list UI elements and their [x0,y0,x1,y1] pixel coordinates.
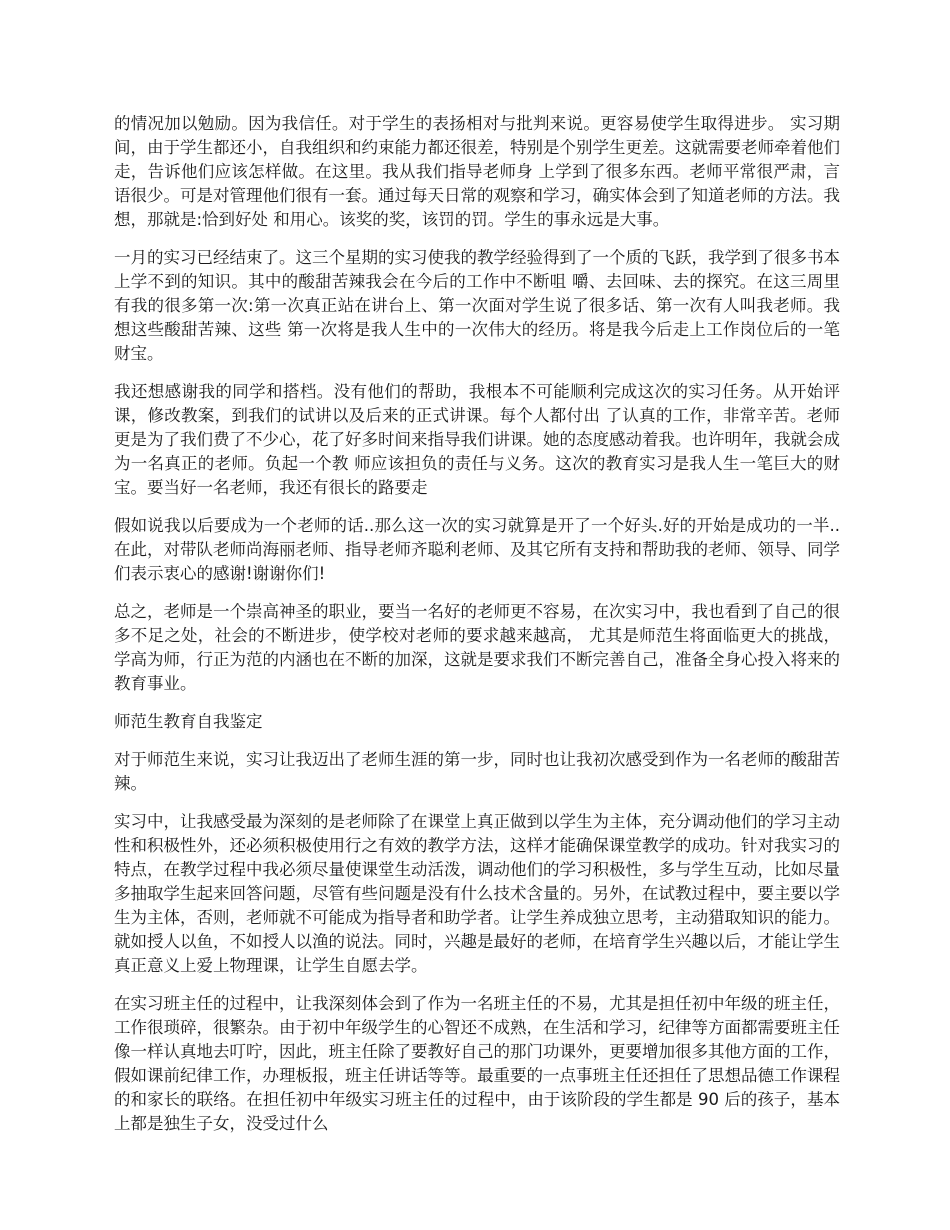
paragraph-3: 我还想感谢我的同学和搭档。没有他们的帮助，我根本不可能顺利完成这次的实习任务。从开始评课，修改教案，到我们的试讲以及后来的正式讲课。每个人都付出 了认真的工作，非常辛苦。老师更是为了我们费了不少心，花了好多时间来指导我们讲课。她的态度感动着我。也许明年，我就会成为一名真正的老师。负起一个教 师应该担负的责任与义务。这次的教育实习是我人生一笔巨大的财宝。要当好一名老师，我还有很长的路要走 [114,382,840,497]
paragraph-5: 总之，老师是一个崇高神圣的职业，要当一名好的老师更不容易，在次实习中，我也看到了自己的很多不足之处，社会的不断进步，使学校对老师的要求越来越高， 尤其是师范生将面临更大的挑战，学高为师，行正为范的内涵也在不断的加深，这就是要求我们不断完善自己，准备全身心投入将来的教育事业。 [114,602,840,693]
paragraph-7: 实习中，让我感受最为深刻的是老师除了在课堂上真正做到以学生为主体，充分调动他们的学习主动性和积极性外，还必须积极使用行之有效的教学方法，这样才能确保课堂教学的成功。针对我实习的特点，在教学过程中我必须尽量使课堂生动活泼，调动他们的学习积极性，多与学生互动，比如尽量多抽取学生起来回答问题，尽管有些问题是没有什么技术含量的。另外，在试教过程中，要主要以学生为主体，否则，老师就不可能成为指导者和助学者。让学生养成独立思考，主动猎取知识的能力。就如授人以鱼，不如授人以渔的说法。同时，兴趣是最好的老师，在培育学生兴趣以后，才能让学生真正意义上爱上物理课，让学生自愿去学。 [114,812,840,975]
paragraph-1: 的情况加以勉励。因为我信任。对于学生的表扬相对与批判来说。更容易使学生取得进步。 实习期间，由于学生都还小，自我组织和约束能力都还很差，特别是个别学生更差。这就需要老师牵着他们走，告诉他们应该怎样做。在这里。我从我们指导老师身 上学到了很多东西。老师平常很严肃，言语很少。可是对管理他们很有一套。通过每天日常的观察和学习，确实体会到了知道老师的方法。我想，那就是:恰到好处 和用心。该奖的奖，该罚的罚。学生的事永远是大事。 [114,114,840,229]
section-title: 师范生教育自我鉴定 [114,712,263,731]
paragraph-4: 假如说我以后要成为一个老师的话..那么这一次的实习就算是开了一个好头.好的开始是成功的一半..在此，对带队老师尚海丽老师、指导老师齐聪利老师、及其它所有支持和帮助我的老师、领导、同学们表示衷心的感谢!谢谢你们! [114,516,840,583]
paragraph-8: 在实习班主任的过程中，让我深刻体会到了作为一名班主任的不易，尤其是担任初中年级的班主任，工作很琐碎，很繁杂。由于初中年级学生的心智还不成熟，在生活和学习，纪律等方面都需要班主任像一样认真地去叮咛，因此，班主任除了要教好自己的那门功课外，更要增加很多其他方面的工作，假如课前纪律工作，办理板报，班主任讲话等等。最重要的一点事班主任还担任了思想品德工作课程的和家长的联络。在担任初中年级实习班主任的过程中，由于该阶段的学生都是 90 后的孩子，基本上都是独生子女，没受过什么 [114,994,840,1133]
document-page [114,112,840,1150]
paragraph-2: 一月的实习已经结束了。这三个星期的实习使我的教学经验得到了一个质的飞跃，我学到了很多书本上学不到的知识。其中的酸甜苦辣我会在今后的工作中不断咀 嚼、去回味、去的探究。在这三周里有我的很多第一次:第一次真正站在讲台上、第一次面对学生说了很多话、第一次有人叫我老师。我想这些酸甜苦辣、这些 第一次将是我人生中的一次伟大的经历。将是我今后走上工作岗位后的一笔财宝。 [114,248,840,363]
paragraph-6: 对于师范生来说，实习让我迈出了老师生涯的第一步，同时也让我初次感受到作为一名老师的酸甜苦辣。 [114,750,840,793]
